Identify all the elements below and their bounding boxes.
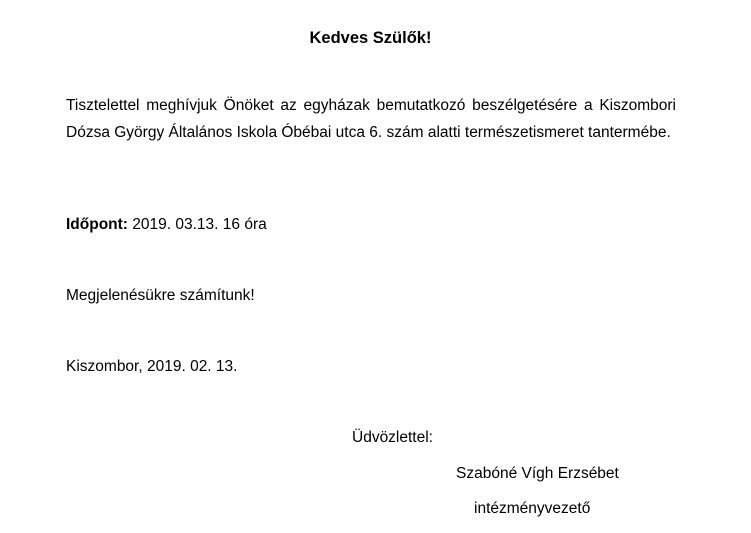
signer-name: Szabóné Vígh Erzsébet [456, 465, 619, 482]
time-line [66, 214, 267, 236]
invitation-paragraph: Tisztelettel meghívjuk Önöket az egyházak bemutatkozó beszélgetésére a Kiszombori Dózsa György Általános Iskola Óbébai utca 6. szám alatti természetismeret tantermébe. [66, 97, 676, 141]
letter-title: Kedves Szülők! [309, 29, 432, 47]
place-date-line: Kiszombor, 2019. 02. 13. [66, 358, 238, 375]
time-value: 2019. 03.13. 16 óra [127, 216, 267, 233]
time-label: Időpont: [66, 216, 128, 233]
attendance-line: Megjelenésükre számítunk! [66, 287, 255, 304]
greeting: Üdvözlettel: [352, 429, 433, 446]
signer-role: intézményvezető [474, 500, 591, 517]
